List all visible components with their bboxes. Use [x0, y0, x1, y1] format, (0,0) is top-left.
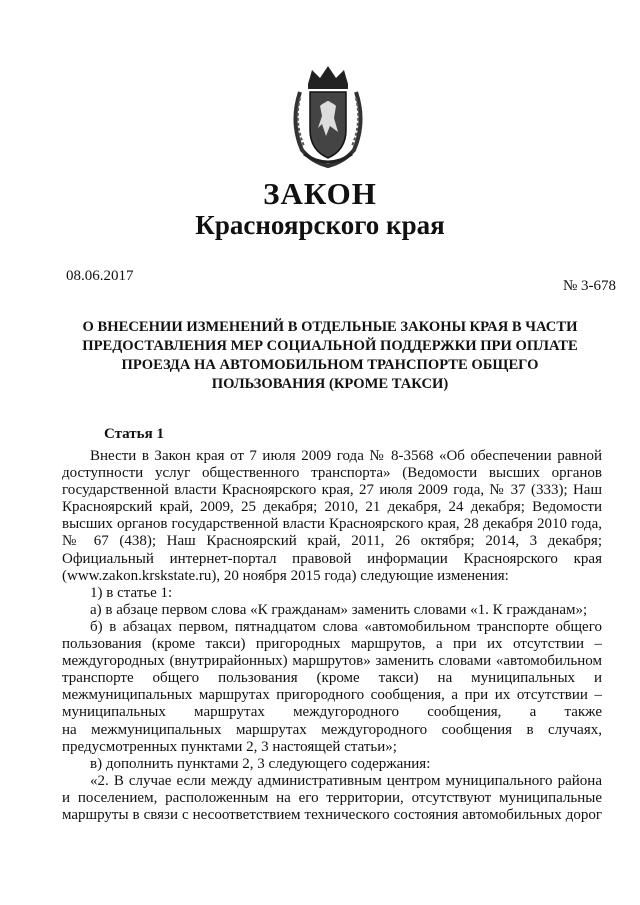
heading-line: ПОЛЬЗОВАНИЯ (КРОМЕ ТАКСИ) [211, 376, 449, 392]
body-line: междугородных (внутрирайонных) маршрутов» заменить словами «автомобильном [62, 653, 602, 670]
heading-line: ПРОЕЗДА НА АВТОМОБИЛЬНОМ ТРАНСПОРТЕ ОБЩЕГО [121, 357, 539, 373]
body-line: государственной власти Красноярского края, 27 июля 2009 года, № 37 (333); Наш [62, 482, 602, 499]
body-line: маршруты в связи с несоответствием технического состояния автомобильных дорог [62, 806, 602, 823]
body-line: транспорте общего пользования (кроме такси) на муниципальных и [62, 670, 602, 687]
body-line: (www.zakon.krskstate.ru), 20 ноября 2015 года) следующие изменения: [62, 567, 509, 584]
body-line: межмуниципальных маршрутах пригородного сообщения, а при их отсутствии – [62, 687, 602, 704]
body-line: б) в абзацах первом, пятнадцатом слова «автомобильном транспорте общего [90, 618, 602, 635]
body-line: предусмотренных пунктами 2, 3 настоящей статьи»; [62, 738, 397, 755]
law-title: ЗАКОН [263, 176, 377, 211]
body-line: доступности услуг общественного транспорта» (Ведомости высших органов [62, 465, 602, 482]
body-line: а) в абзаце первом слова «К гражданам» заменить словами «1. К гражданам»; [90, 601, 588, 618]
law-subtitle: Красноярского края [195, 210, 445, 240]
body-line: Внести в Закон края от 7 июля 2009 года № 8-3568 «Об обеспечении равной [90, 448, 602, 464]
body-line: в) дополнить пунктами 2, 3 следующего содержания: [90, 755, 431, 772]
body-line: Официальный интернет-портал правовой информации Красноярского края [62, 550, 602, 567]
law-date: 08.06.2017 [66, 268, 134, 284]
body-line: высших органов государственной власти Красноярского края, 28 декабря 2010 года, [62, 516, 602, 533]
coat-of-arms-emblem [290, 62, 366, 172]
body-line: на межмуниципальных маршрутах междугородного сообщения в случаях, [62, 721, 602, 738]
law-heading [60, 318, 600, 394]
law-body-text [62, 448, 602, 824]
body-line: 1) в статье 1: [90, 584, 173, 601]
law-number: № 3-678 [562, 278, 616, 294]
body-line: муниципальных маршрутах междугородного сообщения, а также [62, 704, 602, 721]
body-line: пользования (кроме такси) пригородных маршрутов, а при их отсутствии – [62, 636, 602, 653]
body-line: № 67 (438); Наш Красноярский край, 2011, 26 октября; 2014, 3 декабря; [62, 533, 602, 550]
heading-line: О ВНЕСЕНИИ ИЗМЕНЕНИЙ В ОТДЕЛЬНЫЕ ЗАКОНЫ КРАЯ В ЧАСТИ [82, 319, 578, 335]
body-line: Красноярский край, 2009, 25 декабря; 2010, 21 декабря, 24 декабря; Ведомости [62, 499, 602, 516]
heading-line: ПРЕДОСТАВЛЕНИЯ МЕР СОЦИАЛЬНОЙ ПОДДЕРЖКИ ПРИ ОПЛАТЕ [82, 338, 578, 354]
article-title: Статья 1 [104, 426, 164, 442]
body-line: и поселением, расположенным на его территории, отсутствуют муниципальные [62, 789, 602, 806]
body-line: «2. В случае если между административным центром муниципального района [90, 772, 602, 789]
